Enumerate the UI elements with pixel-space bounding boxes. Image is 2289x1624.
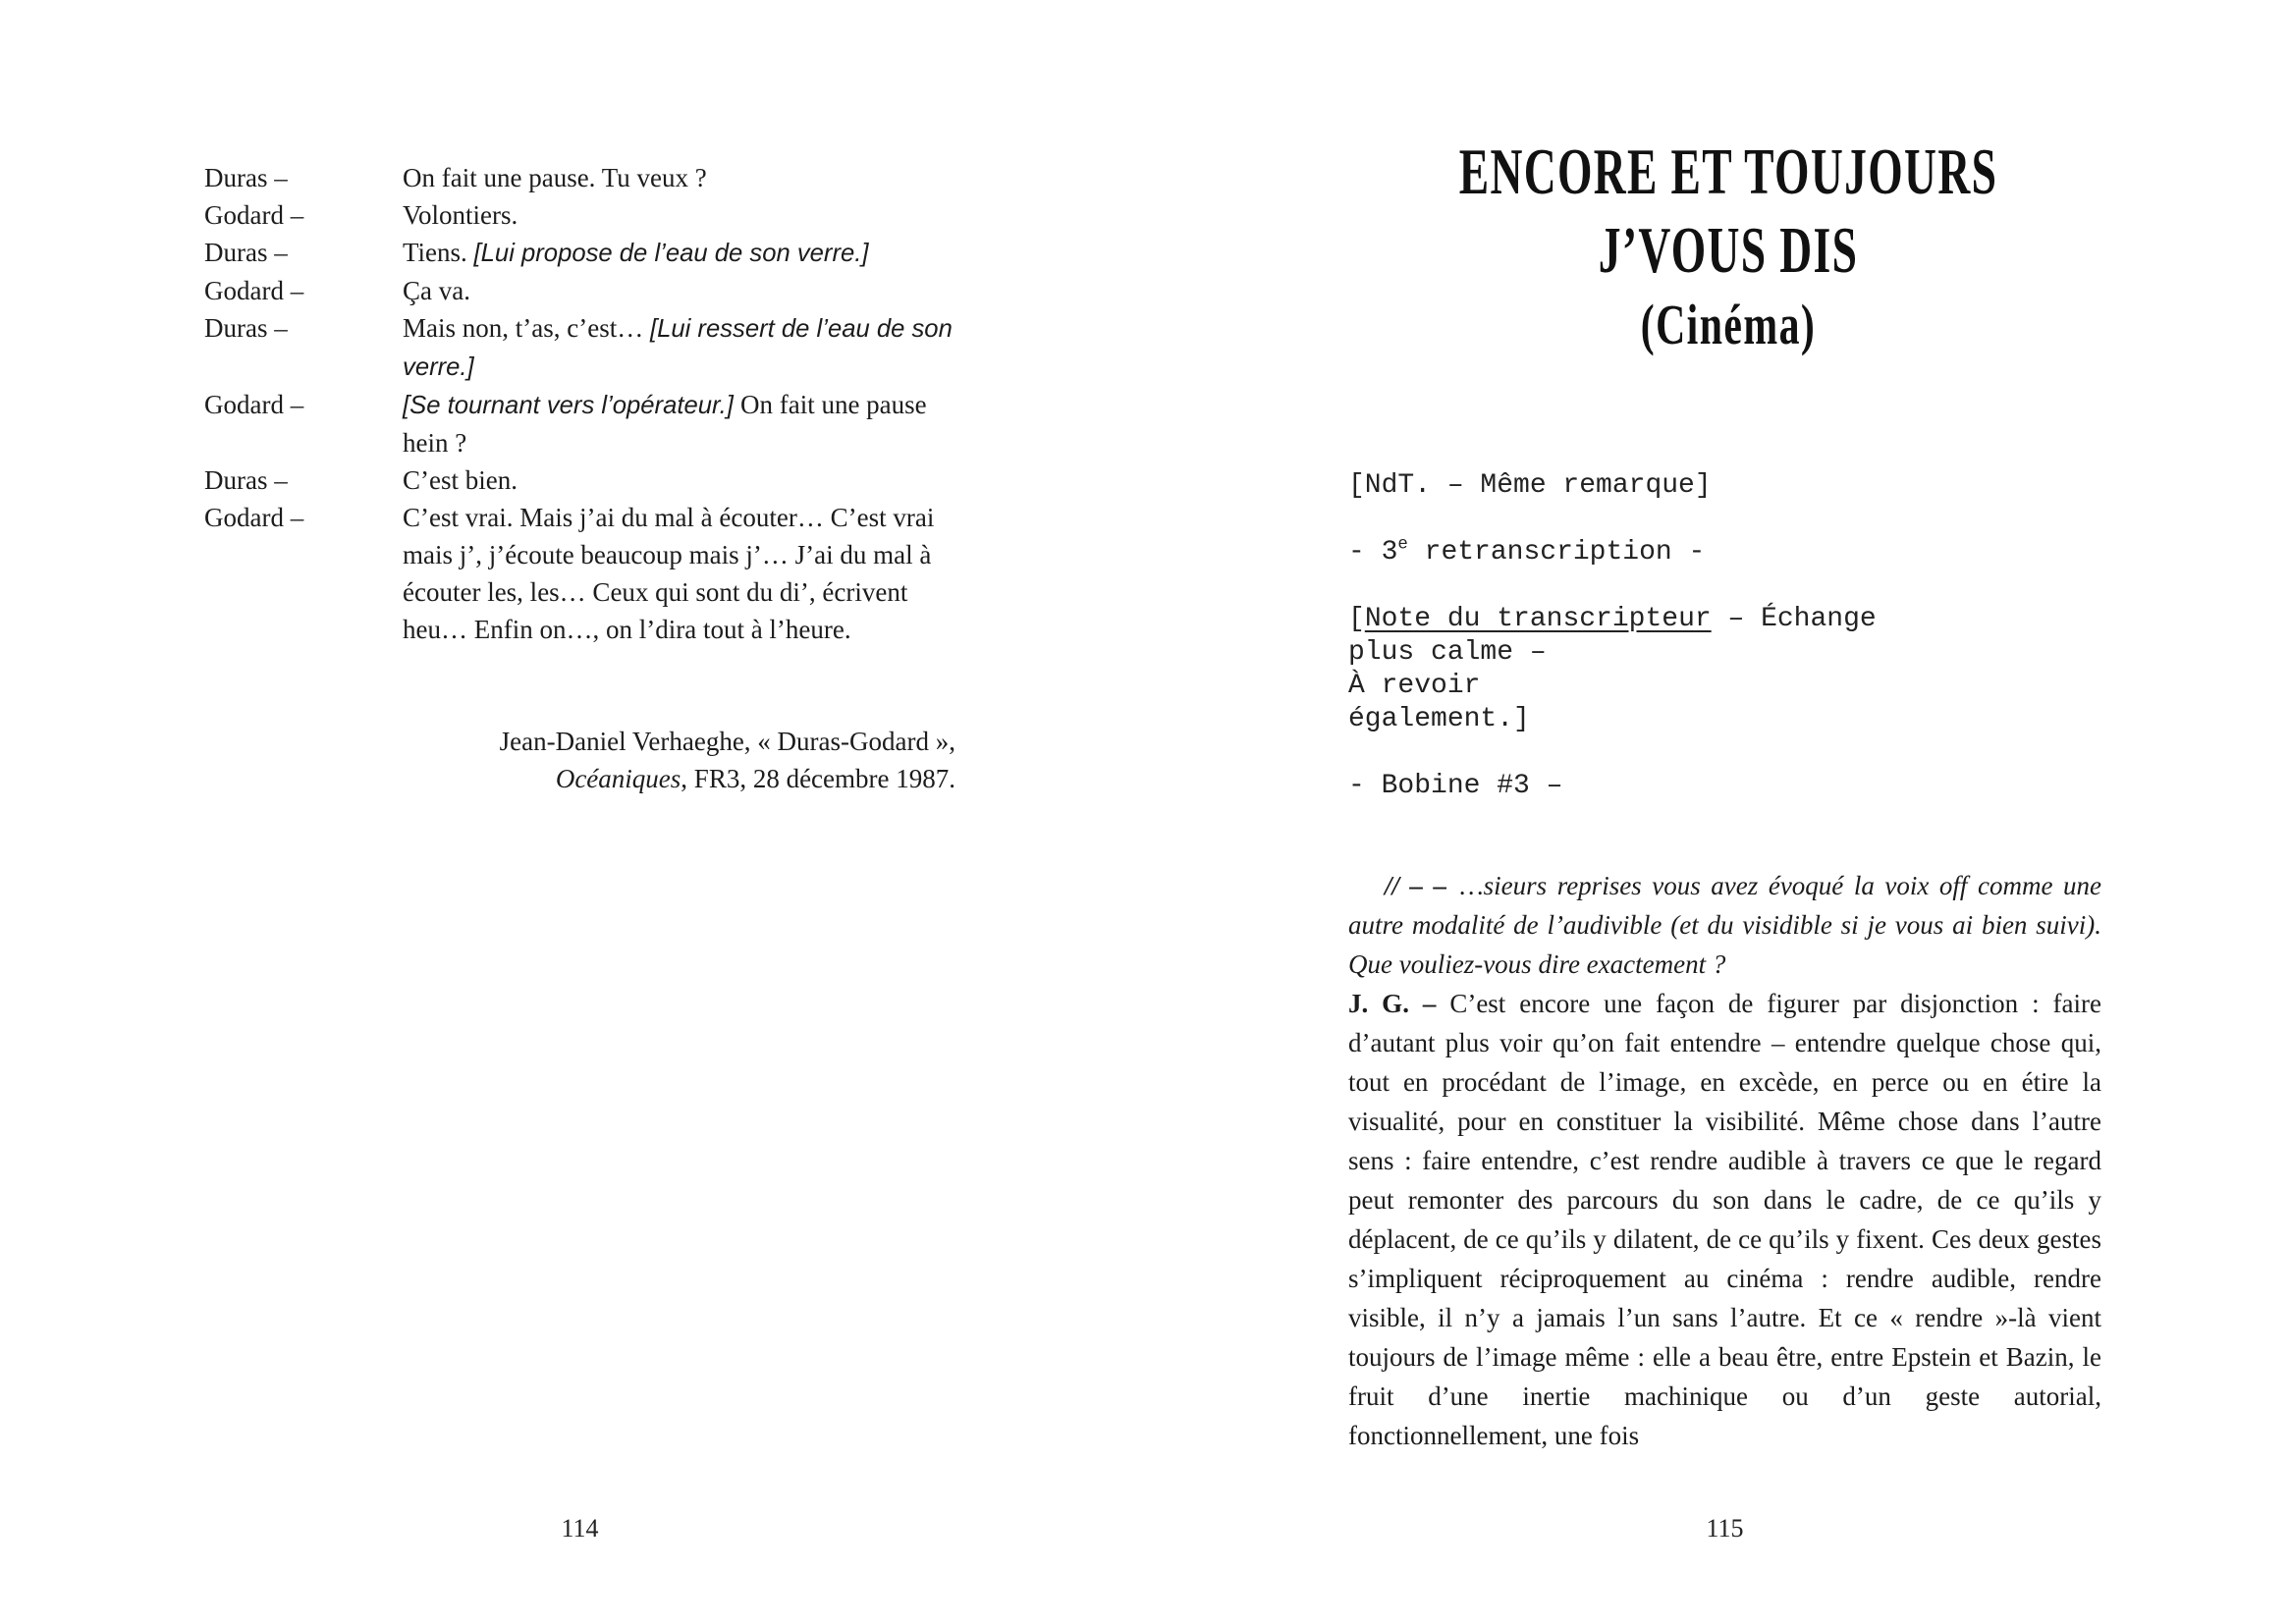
speech-text: Tiens. [Lui propose de l’eau de son verre.] [403,238,869,267]
dialogue-row [204,272,960,309]
speech-text: Ça va. [403,276,470,305]
chapter-title [1326,133,2131,360]
speech-text: C’est vrai. Mais j’ai du mal à écouter… C’est vrai mais j’, j’écoute beaucoup mais j’… J’ai du mal à écouter les, les… Ceux qui sont du di’, écrivent heu… Enfin on…, on l’dira tout à l’heure. [403,503,935,644]
speaker-label: Godard – [204,503,304,532]
note-spacer [1348,503,1877,536]
note-line: également.] [1348,704,1530,734]
speaker-label: Godard – [204,390,304,419]
speaker-label: Duras – [204,238,288,267]
citation-line: Océaniques, FR3, 28 décembre 1987. [555,764,955,793]
note-line: - 3e retranscription - [1348,535,1706,568]
speaker-label: Godard – [204,200,304,230]
speech-text: Volontiers. [403,200,518,230]
dialogue-row [204,234,960,272]
speaker-label: Duras – [204,313,288,343]
title-line: J’VOUS DIS [1598,214,1859,287]
note-line: plus calme – [1348,637,1547,668]
note-line: [NdT. – Même remarque] [1348,470,1712,501]
dialogue-row [204,461,960,499]
speech-text: On fait une pause. Tu veux ? [403,163,707,192]
dialogue-row [204,159,960,196]
title-line: (Cinéma) [1640,293,1817,356]
speaker-label: Duras – [204,163,288,192]
body-text [1348,866,2101,1455]
speech-text: Mais non, t’as, c’est… [Lui ressert de l’eau de son verre.] [403,313,953,381]
title-line: ENCORE ET TOUJOURS [1458,135,1998,208]
dialogue-row [204,386,960,461]
citation-line: Jean-Daniel Verhaeghe, « Duras-Godard », [499,727,955,756]
note-line: [Note du transcripteur – Échange [1348,604,1877,634]
godard-paragraph: J. G. – C’est encore une façon de figurer par disjonction : faire d’autant plus voir qu’on fait entendre – entendre quelque chose qui, tout en procédant de l’image, en excède, en perce ou en étire la visualité, pour en constituer la visibilité. Même chose dans l’autre sens : faire entendre, c’est rendre audible à travers ce que le regard peut remonter des parcours du son dans le cadre, de ce qu’ils y déplacent, de ce qu’ils y dilatent, de ce qu’ils y fixent. Ces deux gestes s’impliquent réciproquement au cinéma : rendre audible, rendre visible, il n’y a jamais l’un sans l’autre. Et ce « rendre »-là vient toujours de l’image même : elle a beau être, entre Epstein et Bazin, le fruit d’une inertie machinique ou d’un geste autorial, fonctionnellement, une fois [1348,989,2101,1450]
note-line: À revoir [1348,671,1481,701]
dialogue-row [204,309,960,386]
interviewer-paragraph: // – – …sieurs reprises vous avez évoqué la voix off comme une autre modalité de l’audivible (et du visidible si je vous ai bien suivi). Que vouliez-vous dire exactement ? [1348,871,2101,979]
dialogue-block [204,159,960,648]
speech-text: C’est bien. [403,465,518,495]
page-number: 114 [561,1514,599,1543]
note-line: - Bobine #3 – [1348,771,1563,801]
note-spacer [1348,569,1877,603]
dialogue-row [204,499,960,648]
dialogue-row [204,196,960,234]
speaker-label: Duras – [204,465,288,495]
note-spacer [1348,736,1877,770]
speaker-label: Godard – [204,276,304,305]
speech-text: [Se tournant vers l’opérateur.] On fait une pause hein ? [403,390,927,458]
page-number: 115 [1706,1514,1744,1543]
citation-block [204,723,955,797]
transcriber-note-block [1348,469,1877,803]
